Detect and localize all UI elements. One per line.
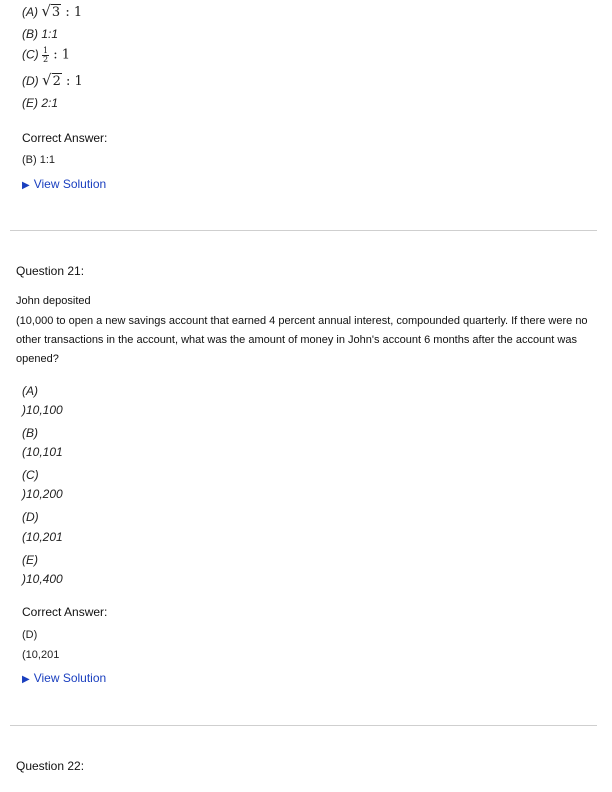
- correct-answer-value: (B) 1:1: [22, 154, 56, 166]
- q21-option-b-letter: (B): [22, 426, 38, 440]
- q21-option-e-value: )10,400: [22, 572, 63, 586]
- sqrt-expression: √3 : 1: [41, 2, 83, 20]
- option-d: [22, 71, 83, 89]
- view-solution-link[interactable]: [22, 177, 106, 191]
- sqrt-expression: √2 : 1: [42, 71, 83, 89]
- correct-answer-value: (10,201: [22, 649, 60, 661]
- divider: [10, 230, 597, 231]
- correct-answer-label: Correct Answer:: [22, 605, 108, 619]
- q21-option-c-letter: (C): [22, 468, 39, 482]
- divider: [10, 725, 597, 726]
- q21-option-d-letter: (D): [22, 510, 39, 524]
- q21-option-d-value: (10,201: [22, 530, 63, 544]
- correct-answer-letter: (D): [22, 629, 38, 641]
- question-heading: Question 21:: [16, 264, 85, 278]
- radicand: 2: [52, 74, 61, 89]
- q21-option-e-letter: (E): [22, 553, 38, 567]
- question-heading: Question 22:: [16, 759, 85, 773]
- view-solution-label: View Solution: [33, 177, 107, 191]
- option-c-letter: (C): [22, 47, 42, 62]
- option-c: [22, 47, 70, 64]
- question-line1: John deposited: [16, 295, 91, 307]
- view-solution-link[interactable]: [22, 671, 106, 685]
- option-a: [22, 2, 82, 20]
- correct-answer-label: Correct Answer:: [22, 131, 108, 145]
- q21-option-c-value: )10,200: [22, 487, 63, 501]
- option-d-letter: (D): [22, 74, 42, 88]
- ratio-rest: : 1: [61, 5, 83, 20]
- question-body: (10,000 to open a new savings account that earned 4 percent annual interest, compounded quarterly. If there were no other transactions in the account, what was the amount of money in John's account 6 months after the account was opened?: [16, 315, 588, 365]
- ratio-rest: : 1: [49, 47, 71, 63]
- q21-option-a-value: )10,100: [22, 403, 63, 417]
- q21-option-b-value: (10,101: [22, 445, 63, 459]
- view-solution-label: View Solution: [33, 671, 107, 685]
- expand-triangle-icon: ▶: [22, 180, 30, 191]
- option-a-letter: (A): [22, 5, 42, 19]
- fraction-numerator: 1: [43, 46, 49, 55]
- fraction-denominator: 2: [43, 55, 49, 64]
- q21-option-a-letter: (A): [22, 384, 38, 398]
- radicand: 3: [51, 5, 61, 20]
- expand-triangle-icon: ▶: [22, 674, 30, 685]
- ratio-rest: : 1: [61, 74, 83, 89]
- option-e: (E) 2:1: [22, 96, 59, 110]
- option-b: (B) 1:1: [22, 27, 59, 41]
